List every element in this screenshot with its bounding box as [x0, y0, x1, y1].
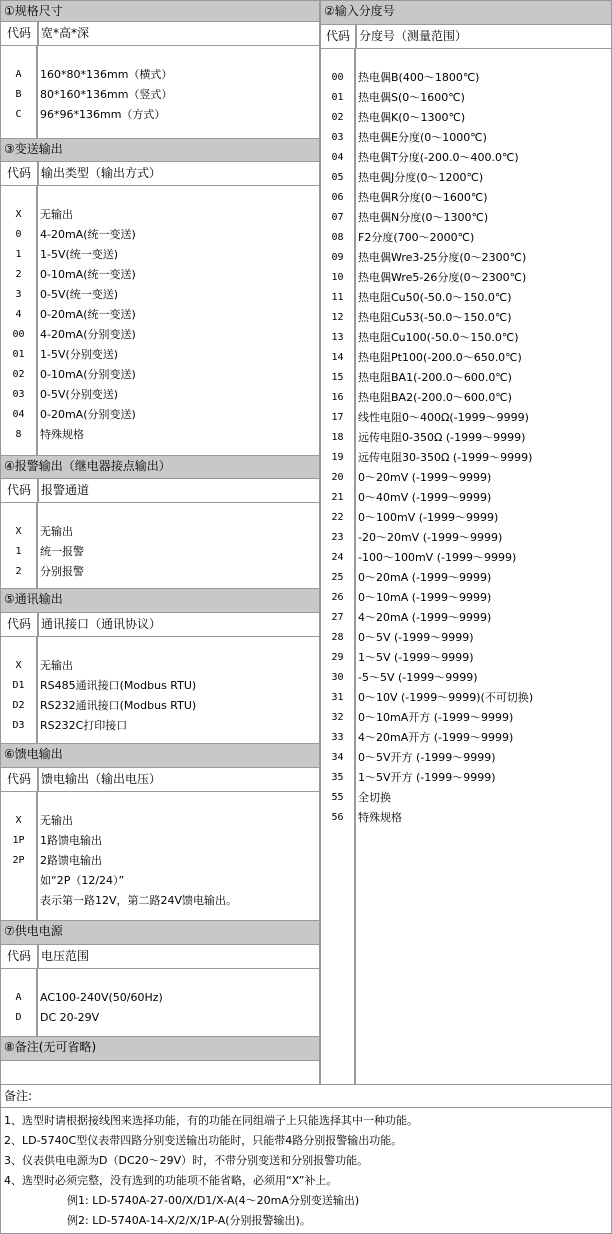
item-desc: 热电阻BA2(-200.0～600.0℃)	[358, 391, 512, 404]
item-code: D2	[12, 700, 25, 711]
list-item	[1, 85, 319, 105]
item-desc: 0～20mA (-1999～9999)	[358, 571, 492, 584]
item-code: B	[15, 89, 22, 100]
remark-body	[0, 1060, 320, 1085]
notes-body	[0, 1107, 612, 1234]
item-code: 35	[331, 772, 344, 783]
column-header-transmit	[0, 161, 320, 186]
item-desc: -5～5V (-1999～9999)	[358, 671, 478, 684]
section-body-transmit	[0, 185, 320, 456]
item-code: 08	[331, 232, 344, 243]
item-code: 56	[331, 812, 344, 823]
list-item	[321, 88, 611, 108]
section-title-input: ②输入分度号	[320, 0, 612, 25]
item-code: 27	[331, 612, 344, 623]
item-desc: 特殊规格	[40, 428, 84, 441]
list-item	[1, 305, 319, 325]
section-title-alarm: ④报警输出（继电器接点输出）	[0, 455, 320, 479]
item-desc: 热电偶R分度(0～1600℃)	[358, 191, 488, 204]
list-item	[321, 68, 611, 88]
section-body-feed	[0, 791, 320, 921]
item-desc: F2分度(700～2000℃)	[358, 231, 475, 244]
item-desc: 表示第一路12V，第二路24V馈电输出。	[40, 894, 238, 907]
item-desc: 热电阻Cu50(-50.0～150.0℃)	[358, 291, 512, 304]
item-code: A	[15, 992, 22, 1003]
list-item	[321, 148, 611, 168]
list-item	[321, 128, 611, 148]
item-code: X	[15, 526, 22, 537]
list-item	[1, 831, 319, 851]
section-title-comm: ⑤通讯输出	[0, 588, 320, 613]
item-desc: 无输出	[40, 525, 73, 538]
item-desc: 4～20mA (-1999～9999)	[358, 611, 492, 624]
item-code: C	[15, 109, 22, 120]
item-desc: RS232通讯接口(Modbus RTU)	[40, 699, 197, 712]
item-desc: 热电阻Cu53(-50.0～150.0℃)	[358, 311, 512, 324]
item-desc: 热电偶S(0～1600℃)	[358, 91, 465, 104]
item-code: 8	[15, 429, 22, 440]
item-desc: -20～20mV (-1999～9999)	[358, 531, 503, 544]
list-item	[1, 265, 319, 285]
item-desc: 1路馈电输出	[40, 834, 102, 847]
item-desc: 96*96*136mm（方式）	[40, 108, 166, 121]
item-desc: 如“2P（12/24）”	[40, 874, 125, 887]
item-desc: 统一报警	[40, 545, 84, 558]
list-item	[1, 105, 319, 125]
list-item	[1, 205, 319, 225]
item-desc: 热电偶T分度(-200.0～400.0℃)	[358, 151, 519, 164]
item-code: 29	[331, 652, 344, 663]
list-item	[321, 568, 611, 588]
column-header-feed	[0, 767, 320, 792]
list-item	[321, 528, 611, 548]
list-item	[321, 228, 611, 248]
item-code: 55	[331, 792, 344, 803]
note-line: 3、仪表供电电源为D（DC20～29V）时，不带分别变送和分别报警功能。	[4, 1154, 369, 1167]
section-title-power: ⑦供电电源	[0, 920, 320, 945]
column-header-input	[320, 24, 612, 49]
list-item	[1, 542, 319, 562]
list-item	[1, 656, 319, 676]
item-code: X	[15, 209, 22, 220]
item-code: 32	[331, 712, 344, 723]
item-code: 1	[15, 249, 22, 260]
item-code: 01	[331, 92, 344, 103]
item-code: 03	[12, 389, 25, 400]
code-header: 代码	[1, 22, 39, 45]
list-item	[1, 988, 319, 1008]
item-desc: 0-20mA(分别变送)	[40, 408, 136, 421]
list-item	[321, 688, 611, 708]
section-title-remark: ⑧备注(无可省略)	[0, 1036, 320, 1061]
section-body-alarm	[0, 502, 320, 589]
item-desc: 4～20mA开方 (-1999～9999)	[358, 731, 514, 744]
list-item	[1, 225, 319, 245]
item-code: 15	[331, 372, 344, 383]
list-item	[321, 248, 611, 268]
item-desc: 1～5V开方 (-1999～9999)	[358, 771, 496, 784]
list-item	[321, 728, 611, 748]
item-code: 23	[331, 532, 344, 543]
list-item	[321, 388, 611, 408]
item-code: 30	[331, 672, 344, 683]
list-item	[321, 408, 611, 428]
column-header-power	[0, 944, 320, 969]
list-item	[321, 508, 611, 528]
note-line: 1、选型时请根据接线图来选择功能，有的功能在同组端子上只能选择其中一种功能。	[4, 1114, 418, 1127]
item-code: 1	[15, 546, 22, 557]
item-desc: 全切换	[358, 791, 391, 804]
item-desc: 无输出	[40, 208, 73, 221]
list-item	[321, 468, 611, 488]
item-code: 19	[331, 452, 344, 463]
item-desc: 0-20mA(统一变送)	[40, 308, 136, 321]
column-header-size	[0, 21, 320, 46]
item-desc: RS485通讯接口(Modbus RTU)	[40, 679, 197, 692]
code-header: 代码	[1, 613, 39, 636]
desc-header: 通讯接口（通讯协议）	[41, 617, 162, 631]
item-code: 18	[331, 432, 344, 443]
code-header: 代码	[321, 25, 357, 48]
list-item	[1, 871, 319, 891]
list-item	[1, 65, 319, 85]
item-code: 13	[331, 332, 344, 343]
list-item	[321, 788, 611, 808]
item-desc: RS232C打印接口	[40, 719, 128, 732]
item-code: 21	[331, 492, 344, 503]
list-item	[1, 325, 319, 345]
note-line: 2、LD-5740C型仪表带四路分别变送输出功能时，只能带4路分别报警输出功能。	[4, 1134, 403, 1147]
item-desc: 热电阻BA1(-200.0～600.0℃)	[358, 371, 512, 384]
desc-header: 输出类型（输出方式）	[41, 166, 162, 180]
item-desc: 0～40mV (-1999～9999)	[358, 491, 492, 504]
list-item	[1, 696, 319, 716]
list-item	[321, 628, 611, 648]
list-item	[1, 522, 319, 542]
list-item	[321, 588, 611, 608]
list-item	[321, 188, 611, 208]
code-header: 代码	[1, 479, 39, 502]
item-desc: 0-10mA(分别变送)	[40, 368, 136, 381]
section-title-size: ①规格尺寸	[0, 0, 320, 22]
list-item	[321, 108, 611, 128]
item-code: 16	[331, 392, 344, 403]
list-item	[321, 608, 611, 628]
item-desc: 160*80*136mm（横式）	[40, 68, 173, 81]
item-code: 01	[12, 349, 25, 360]
item-desc: 2路馈电输出	[40, 854, 102, 867]
item-code: 31	[331, 692, 344, 703]
item-code: 2	[15, 269, 22, 280]
list-item	[321, 548, 611, 568]
item-desc: 0～10mA (-1999～9999)	[358, 591, 492, 604]
item-code: 14	[331, 352, 344, 363]
item-desc: 热电阻Pt100(-200.0～650.0℃)	[358, 351, 522, 364]
item-desc: 0-10mA(统一变送)	[40, 268, 136, 281]
list-item	[1, 345, 319, 365]
section-title-feed: ⑥馈电输出	[0, 743, 320, 768]
item-desc: 0～5V (-1999～9999)	[358, 631, 474, 644]
list-item	[321, 308, 611, 328]
item-desc: 分别报警	[40, 565, 84, 578]
item-desc: 0-5V(统一变送)	[40, 288, 119, 301]
item-desc: 4-20mA(分别变送)	[40, 328, 136, 341]
section-body-size	[0, 45, 320, 139]
list-item	[1, 245, 319, 265]
item-desc: 无输出	[40, 814, 73, 827]
section-body-input	[320, 48, 612, 1085]
item-code: 34	[331, 752, 344, 763]
item-desc: 1～5V (-1999～9999)	[358, 651, 474, 664]
list-item	[321, 368, 611, 388]
note-example: 例1: LD-5740A-27-00/X/D1/X-A(4～20mA分别变送输出)	[67, 1194, 360, 1207]
item-code: 0	[15, 229, 22, 240]
item-code: 12	[331, 312, 344, 323]
item-code: 4	[15, 309, 22, 320]
item-desc: 特殊规格	[358, 811, 402, 824]
list-item	[1, 285, 319, 305]
item-code: 04	[12, 409, 25, 420]
code-header: 代码	[1, 162, 39, 185]
item-desc: 热电偶Wre5-26分度(0～2300℃)	[358, 271, 527, 284]
item-code: 1P	[12, 835, 25, 846]
list-item	[321, 168, 611, 188]
desc-header: 电压范围	[41, 949, 90, 963]
item-code: 02	[331, 112, 344, 123]
note-line: 4、选型时必须完整，没有选到的功能项不能省略，必须用“X”补上。	[4, 1174, 338, 1187]
item-desc: 热电偶K(0～1300℃)	[358, 111, 466, 124]
item-code: 2P	[12, 855, 25, 866]
item-desc: 热电偶B(400～1800℃)	[358, 71, 480, 84]
item-code: 20	[331, 472, 344, 483]
item-code: 10	[331, 272, 344, 283]
item-desc: 1-5V(统一变送)	[40, 248, 119, 261]
item-code: D1	[12, 680, 25, 691]
item-desc: AC100-240V(50/60Hz)	[40, 991, 163, 1004]
item-desc: 4-20mA(统一变送)	[40, 228, 136, 241]
item-desc: 0～100mV (-1999～9999)	[358, 511, 499, 524]
desc-header: 宽*高*深	[41, 26, 90, 40]
list-item	[1, 562, 319, 582]
item-code: 04	[331, 152, 344, 163]
item-code: 11	[331, 292, 344, 303]
item-desc: 80*160*136mm（竖式）	[40, 88, 173, 101]
list-item	[321, 748, 611, 768]
item-code: 22	[331, 512, 344, 523]
item-desc: 1-5V(分别变送)	[40, 348, 119, 361]
list-item	[321, 268, 611, 288]
list-item	[321, 708, 611, 728]
item-code: 24	[331, 552, 344, 563]
item-code: 3	[15, 289, 22, 300]
item-code: 09	[331, 252, 344, 263]
list-item	[1, 676, 319, 696]
item-code: 03	[331, 132, 344, 143]
item-code: 25	[331, 572, 344, 583]
item-code: 00	[12, 329, 25, 340]
item-code: D3	[12, 720, 25, 731]
item-code: 05	[331, 172, 344, 183]
list-item	[1, 425, 319, 445]
list-item	[1, 1008, 319, 1028]
desc-header: 馈电输出（输出电压）	[41, 772, 162, 786]
item-code: 07	[331, 212, 344, 223]
list-item	[321, 648, 611, 668]
list-item	[1, 365, 319, 385]
notes-title: 备注:	[0, 1084, 612, 1108]
item-desc: 热电偶E分度(0～1000℃)	[358, 131, 487, 144]
list-item	[1, 811, 319, 831]
item-desc: 0～20mV (-1999～9999)	[358, 471, 492, 484]
list-item	[1, 385, 319, 405]
list-item	[321, 348, 611, 368]
list-item	[1, 716, 319, 736]
item-code: D	[15, 1012, 22, 1023]
list-item	[321, 328, 611, 348]
section-body-comm	[0, 636, 320, 744]
item-desc: 线性电阻0～400Ω(-1999～9999)	[358, 411, 529, 424]
item-code: 33	[331, 732, 344, 743]
item-code: X	[15, 660, 22, 671]
code-header: 代码	[1, 945, 39, 968]
item-code: A	[15, 69, 22, 80]
item-code: 28	[331, 632, 344, 643]
column-header-alarm	[0, 478, 320, 503]
item-desc: 0～10mA开方 (-1999～9999)	[358, 711, 514, 724]
list-item	[321, 288, 611, 308]
code-header: 代码	[1, 768, 39, 791]
item-desc: DC 20-29V	[40, 1011, 100, 1024]
item-code: 02	[12, 369, 25, 380]
item-desc: 远传电阻0-350Ω (-1999～9999)	[358, 431, 526, 444]
section-title-transmit: ③变送输出	[0, 138, 320, 162]
item-desc: 0-5V(分别变送)	[40, 388, 119, 401]
item-desc: 远传电阻30-350Ω (-1999～9999)	[358, 451, 533, 464]
note-example: 例2: LD-5740A-14-X/2/X/1P-A(分别报警输出)。	[67, 1214, 311, 1227]
item-desc: 热电偶Wre3-25分度(0～2300℃)	[358, 251, 527, 264]
section-body-power	[0, 968, 320, 1037]
item-desc: 0～10V (-1999～9999)(不可切换)	[358, 691, 534, 704]
list-item	[321, 768, 611, 788]
item-desc: -100～100mV (-1999～9999)	[358, 551, 517, 564]
list-item	[1, 891, 319, 911]
item-code: 26	[331, 592, 344, 603]
item-code: 17	[331, 412, 344, 423]
item-desc: 无输出	[40, 659, 73, 672]
list-item	[321, 448, 611, 468]
item-code: 00	[331, 72, 344, 83]
list-item	[321, 808, 611, 828]
item-desc: 热电偶J分度(0～1200℃)	[358, 171, 484, 184]
item-code: 06	[331, 192, 344, 203]
list-item	[321, 428, 611, 448]
item-desc: 热电阻Cu100(-50.0～150.0℃)	[358, 331, 519, 344]
desc-header: 报警通道	[41, 483, 90, 497]
item-desc: 0～5V开方 (-1999～9999)	[358, 751, 496, 764]
item-code: X	[15, 815, 22, 826]
column-header-comm	[0, 612, 320, 637]
list-item	[321, 208, 611, 228]
list-item	[321, 668, 611, 688]
desc-header: 分度号（测量范围）	[359, 29, 468, 43]
list-item	[321, 488, 611, 508]
item-desc: 热电偶N分度(0～1300℃)	[358, 211, 489, 224]
list-item	[1, 405, 319, 425]
list-item	[1, 851, 319, 871]
item-code: 2	[15, 566, 22, 577]
